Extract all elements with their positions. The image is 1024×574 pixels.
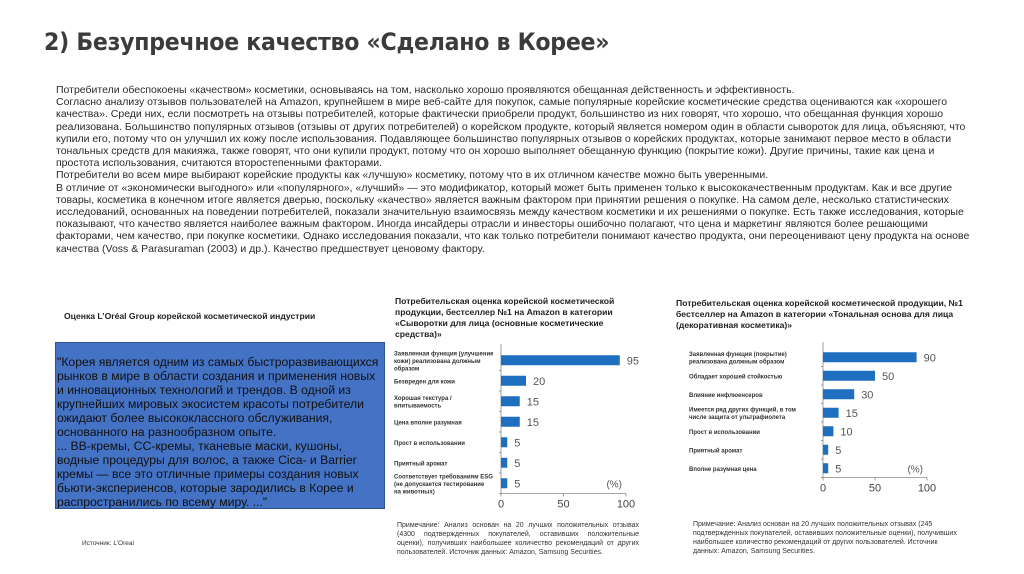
x-tick-label: 0 (497, 498, 505, 511)
category-label: Безвреден для кожи (394, 379, 455, 386)
category-label: Хорошая текстура / (394, 396, 452, 402)
x-tick-label: 50 (868, 482, 882, 495)
bar (501, 396, 520, 406)
category-label: (не допускается тестирование (394, 481, 485, 488)
bar (823, 352, 917, 362)
loreal-caption: Оценка L’Oréal Group корейской косметической индустрии (64, 311, 316, 321)
unit-label: (%) (907, 464, 923, 476)
bar (501, 437, 507, 447)
bar-value-label: 5 (835, 463, 842, 476)
bar (823, 371, 875, 381)
loreal-quote-box (55, 342, 385, 509)
serum-chart (395, 296, 645, 340)
category-label: Прост в использовании (689, 429, 760, 436)
bar-value-label: 5 (514, 478, 521, 491)
serum-chart-note: Примечание: Анализ основан на 20 лучших положительных отзывах (4300 подтвержденных покупателей, оставивших положительные оценки), получивших наибольшее количество рекомендаций от других пользователей. Источник данных: Amazon, Samsung Securities. (397, 522, 639, 556)
bar-value-label: 15 (526, 396, 539, 409)
bar (501, 376, 526, 386)
category-label: реализована должным образом (689, 359, 785, 366)
category-label: Обладает хорошей стойкостью (689, 374, 783, 381)
foundation-bar-chart (685, 340, 945, 505)
bar (501, 478, 507, 488)
chart-title: Потребительская оценка корейской косметической продукции, бестселлер №1 на Amazon в категории «Сыворотки для лица (основные косметические средства)» (395, 296, 615, 339)
bar (501, 417, 520, 427)
bar (501, 355, 620, 365)
category-label: Заявленная функция (улучшение (394, 351, 494, 358)
bar-value-label: 15 (845, 407, 858, 420)
category-label: Цена вполне разумная (394, 420, 462, 427)
x-tick-label: 50 (557, 498, 570, 511)
bar (823, 389, 854, 399)
category-label: образом (394, 366, 420, 373)
quote-paragraph: "Корея является одним из самых быстроразвивающихся рынков в мире в области создания и применения новых и инновационных технологий и трендов. В одной из крупнейших мировых экосистем красоты потребители ожидают более высококлассного обслуживания, основанного на разнообразном опыте. (57, 355, 379, 439)
bar-value-label: 95 (626, 355, 639, 368)
category-label: числе защита от ультрафиолета (689, 415, 786, 421)
x-tick-label: 100 (616, 498, 636, 511)
category-label: Приятный аромат (689, 448, 743, 455)
body-paragraph: В отличие от «экономически выгодного» или «популярного», «лучший» — это модификатор, который может быть применен только к высококачественным продуктам. Как и все другие товары, косметика в конечном итоге является дверью, поскольку «качество» является важным фактором при принятии решения о покупке. На самом деле, несколько статистических исследований, основанных на поведении потребителей, показали значительную взаимосвязь между качеством косметики и их решениями о покупке. Есть также исследования, которые показывают, что качество является наиболее важным фактором. Иногда инсайдеры отрасли и инвесторы ошибочно полагают, что цена и маркетинг являются более решающими факторами, чем качество, при покупке косметики. Однако исследования показали, что как только потребители понимают качество продукта, они переоценивают цену продукта на основе качества (Voss & Parasuraman (2003) и др.). Качество предшествует ценовому фактору. (56, 181, 970, 255)
body-text (56, 84, 976, 255)
category-label: Влияние инфлюенсеров (689, 392, 763, 399)
chart-title: Потребительская оценка корейской косметической продукции, №1 бестселлер на Amazon в категории «Тональная основа для лица (декоративная косметика)» (676, 298, 963, 330)
category-label: Вполне разумная цена (689, 466, 757, 473)
foundation-chart (676, 298, 986, 331)
bar (823, 426, 833, 436)
page-title: 2) Безупречное качество «Сделано в Корее» (44, 28, 610, 56)
bar-value-label: 5 (835, 444, 842, 457)
category-label: кожи) реализована должным (394, 358, 481, 365)
bar (823, 463, 828, 473)
serum-bar-chart (393, 342, 643, 512)
bar (823, 445, 828, 455)
body-paragraph: Согласно анализу отзывов пользователей на Amazon, крупнейшем в мире веб-сайте для покупок, самые популярные корейские косметические средства оцениваются как «хорошего качества». Среди них, если посмотреть на отзывы потребителей, которые фактически приобрели продукт, большинство из них говорят, что хорошо, что обещанная функция хорошо реализована. Большинство популярных отзывов (отзывы от других потребителей) о корейском продукте, который является номером один в области сывороток для лица, объясняют, что купили его, потому что он улучшил их кожу после использования. Подавляющее большинство популярных отзывов о корейских продуктах, которые занимают первое место в области тональных средств для макияжа, также говорят, что они купили продукт, потому что он хорошо выполняет обещанную функцию (покрытие кожи). Другие причины, такие как цена и простота использования, считаются второстепенными факторами. (56, 96, 966, 170)
category-label: впитываемость (394, 403, 442, 410)
bar (823, 408, 839, 418)
body-paragraph: Потребители во всем мире выбирают корейские продукты как «лучшую» косметику, потому что в их отличном качестве можно быть уверенными. (56, 169, 769, 182)
category-label: Заявленная функция (покрытие) (689, 352, 787, 358)
category-label: Приятный аромат (394, 461, 448, 468)
category-label: Соответствует требованиям ESG (394, 474, 493, 481)
foundation-chart-note: Примечание: Анализ основан на 20 лучших положительных отзывах (245 подтвержденных покупателей, оставивших положительные оценки), получивших наибольшее количество рекомендаций от других пользователей. Источник данных: Amazon, Samsung Securities. (693, 521, 957, 555)
x-tick-label: 0 (819, 482, 827, 495)
quote-paragraph: ... BB-кремы, CC-кремы, тканевые маски, кушоны, водные процедуры для волос, а также Cica- и Barrier кремы — все это отличные примеры создания новых бьюти-экспериенсов, которые зародились в Корее и распространились по всему миру. ..." (57, 439, 359, 509)
bar-value-label: 15 (526, 416, 539, 429)
bar (501, 458, 507, 468)
bar-value-label: 90 (923, 352, 936, 365)
x-tick-label: 100 (917, 482, 937, 495)
bar-value-label: 5 (514, 457, 521, 470)
category-label: Имеется ряд других функций, в том (689, 407, 796, 414)
category-label: Прост в использовании (394, 440, 465, 447)
bar-value-label: 30 (861, 389, 874, 402)
bar-value-label: 50 (882, 370, 895, 383)
category-label: на животных) (394, 489, 435, 496)
bar-value-label: 5 (514, 437, 521, 450)
body-paragraph: Потребители обеспокоены «качеством» косметики, основываясь на том, насколько хорошо проявляются обещанная действенность и эффективность. (56, 84, 795, 96)
loreal-source: Источник: L’Oreal (82, 540, 134, 547)
unit-label: (%) (606, 479, 622, 491)
bar-value-label: 10 (840, 426, 853, 439)
bar-value-label: 20 (533, 375, 546, 388)
